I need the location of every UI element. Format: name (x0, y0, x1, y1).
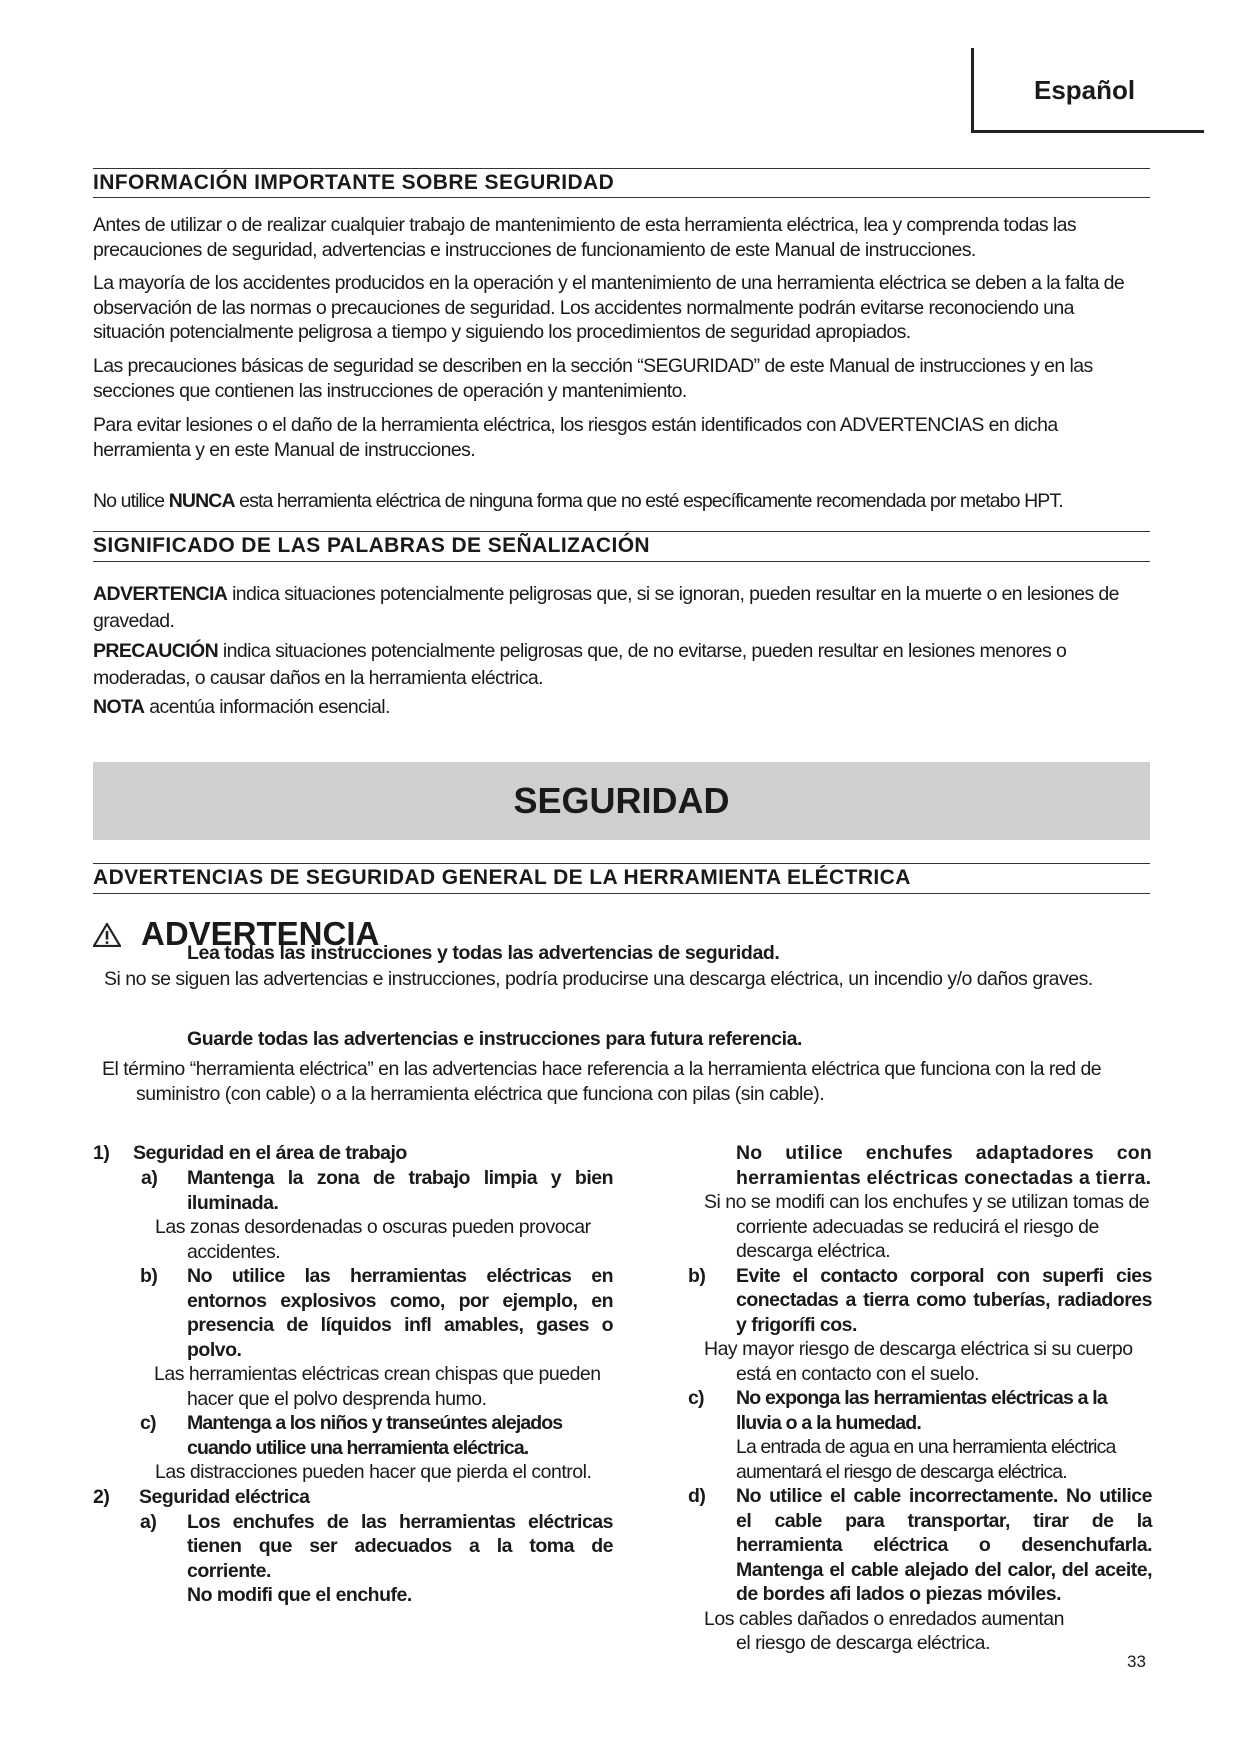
list-item-keep-children-away (93, 1411, 613, 1460)
safety-banner-title: SEGURIDAD (513, 780, 730, 821)
list-item-explanation: Si no se modifi can los enchufes y se utilizan tomas de corriente adecuadas se reducirá el riesgo de descarga eléctrica. (704, 1191, 1150, 1262)
section-heading-signal-words: SIGNIFICADO DE LAS PALABRAS DE SEÑALIZACIÓN (93, 534, 650, 557)
list-item-title: Mantenga a los niños y transeúntes alejados cuando utilice una herramienta eléctrica. (187, 1412, 563, 1459)
list-section-title: Seguridad eléctrica (139, 1485, 310, 1508)
section-rule-top (93, 863, 1150, 864)
language-tab-label: Español (1034, 75, 1136, 105)
list-letter: b) (140, 1265, 158, 1287)
list-item-title: Mantenga la zona de trabajo limpia y bien iluminada. (187, 1167, 613, 1214)
list-item-no-rain (688, 1386, 1152, 1435)
list-item-title: No exponga las herramientas eléctricas a la lluvia o a la humedad. (736, 1387, 1107, 1434)
section-rule-bottom (93, 893, 1150, 894)
section-rule-top (93, 531, 1150, 532)
left-column (93, 1141, 613, 1608)
list-letter: d) (688, 1485, 706, 1507)
list-item-title: Evite el contacto corporal con superfi cies conectadas a tierra como tuberías, radiadores y frigorífi cos. (736, 1264, 1152, 1336)
list-letter: b) (688, 1264, 706, 1287)
list-letter: c) (688, 1387, 704, 1409)
paragraph-accidents: La mayoría de los accidentes producidos en la operación y el mantenimiento de una herramienta eléctrica se deben a la falta de observación de las normas o precauciones de seguridad. Los accidentes normalmente podrán evitarse reconociendo una situación potencialmente peligrosa a tiempo y siguiendo los procedimientos de seguridad apropiados. (93, 272, 1125, 343)
save-all-instructions: Guarde todas las advertencias e instrucciones para futura referencia. (187, 1028, 803, 1050)
list-section-work-area (93, 1141, 613, 1166)
list-item-no-adapter-plugs: No utilice enchufes adaptadores con herramientas eléctricas conectadas a tierra. (736, 1142, 1152, 1189)
section-heading-general-warnings: ADVERTENCIAS DE SEGURIDAD GENERAL DE LA HERRAMIENTA ELÉCTRICA (93, 866, 911, 889)
list-item-title-continued: No modifi que el enchufe. (187, 1584, 412, 1606)
list-item-title: Los enchufes de las herramientas eléctricas tienen que ser adecuados a la toma de corriente. (187, 1510, 613, 1582)
paragraph-before-use: Antes de utilizar o de realizar cualquier trabajo de mantenimiento de esta herramienta eléctrica, lea y comprenda todas las precauciones de seguridad, advertencias e instrucciones de funcionamiento de este Manual de instrucciones. (93, 214, 1077, 261)
list-item-explanation: Las zonas desordenadas o oscuras pueden provocar accidentes. (155, 1216, 591, 1263)
list-item-explanation: Los cables dañados o enredados aumentan el riesgo de descarga eléctrica. (704, 1607, 1064, 1654)
warning-consequence: Si no se siguen las advertencias e instrucciones, podría producirse una descarga eléctrica, un incendio y/o daños graves. (104, 968, 1093, 990)
list-item-clean-area (93, 1166, 613, 1215)
read-all-instructions: Lea todas las instrucciones y todas las advertencias de seguridad. (187, 942, 780, 964)
list-number: 2) (93, 1485, 110, 1508)
paragraph-basic-precautions: Las precauciones básicas de seguridad se describen en la sección “SEGURIDAD” de este Manual de instrucciones y en las secciones que contienen las instrucciones de operación y mantenimiento. (93, 355, 1093, 402)
list-item-explanation: Hay mayor riesgo de descarga eléctrica si su cuerpo está en contacto con el suelo. (704, 1338, 1133, 1385)
section-rule-bottom (93, 197, 1150, 198)
right-column (688, 1141, 1152, 1656)
section-rule-top (93, 168, 1150, 169)
warning-title: ADVERTENCIA (141, 915, 380, 952)
list-item-explanation: Las herramientas eléctricas crean chispas que pueden hacer que el polvo desprenda humo. (154, 1363, 601, 1410)
list-item-explanation: Las distracciones pueden hacer que pierda el control. (155, 1461, 592, 1483)
definition-caution: PRECAUCIÓN indica situaciones potencialmente peligrosas que, de no evitarse, pueden resultar en lesiones menores o moderadas, o causar daños en la herramienta eléctrica. (93, 640, 1067, 689)
list-item-explosive-env (93, 1264, 613, 1362)
list-item-avoid-grounded-surfaces (688, 1264, 1152, 1338)
page-number: 33 (1127, 1652, 1146, 1671)
safety-banner (93, 762, 1150, 840)
list-letter: c) (140, 1412, 156, 1434)
list-section-title: Seguridad en el área de trabajo (133, 1142, 407, 1164)
definition-warning: ADVERTENCIA indica situaciones potencialmente peligrosas que, si se ignoran, pueden resultar en la muerte o en lesiones de gravedad. (93, 583, 1119, 632)
paragraph-never-use: No utilice NUNCA esta herramienta eléctrica de ninguna forma que no esté específicamente recomendada por metabo HPT. (93, 490, 1063, 512)
section-heading-important-info: INFORMACIÓN IMPORTANTE SOBRE SEGURIDAD (93, 171, 615, 194)
section-rule-bottom (93, 561, 1150, 562)
list-item-explanation: La entrada de agua en una herramienta eléctrica aumentará el riesgo de descarga eléctrica. (736, 1436, 1116, 1483)
list-item-title: No utilice el cable incorrectamente. No utilice el cable para transportar, tirar de la herramienta eléctrica o desenchufarla. Mantenga el cable alejado del calor, del aceite, de bordes afi lados o piezas móviles. (736, 1485, 1152, 1605)
warning-triangle-icon (93, 923, 121, 947)
list-item-title: No utilice las herramientas eléctricas en entornos explosivos como, por ejemplo, en presencia de líquidos infl amables, gases o polvo. (187, 1265, 613, 1361)
definition-note: NOTA acentúa información esencial. (93, 696, 390, 718)
list-item-cord-abuse (688, 1484, 1152, 1607)
power-tool-term-definition: El término “herramienta eléctrica” en las advertencias hace referencia a la herramienta eléctrica que funciona con la red de suministro (con cable) o a la herramienta eléctrica que funciona con pilas (sin cable). (102, 1058, 1102, 1105)
list-letter: a) (140, 1510, 157, 1533)
list-number: 1) (93, 1142, 110, 1164)
list-letter: a) (141, 1167, 158, 1189)
paragraph-hazards-identified: Para evitar lesiones o el daño de la herramienta eléctrica, los riesgos están identificados con ADVERTENCIAS en dicha herramienta y en este Manual de instrucciones. (93, 414, 1058, 461)
list-item-plugs-match (93, 1510, 613, 1608)
list-section-electrical-safety (93, 1485, 613, 1510)
